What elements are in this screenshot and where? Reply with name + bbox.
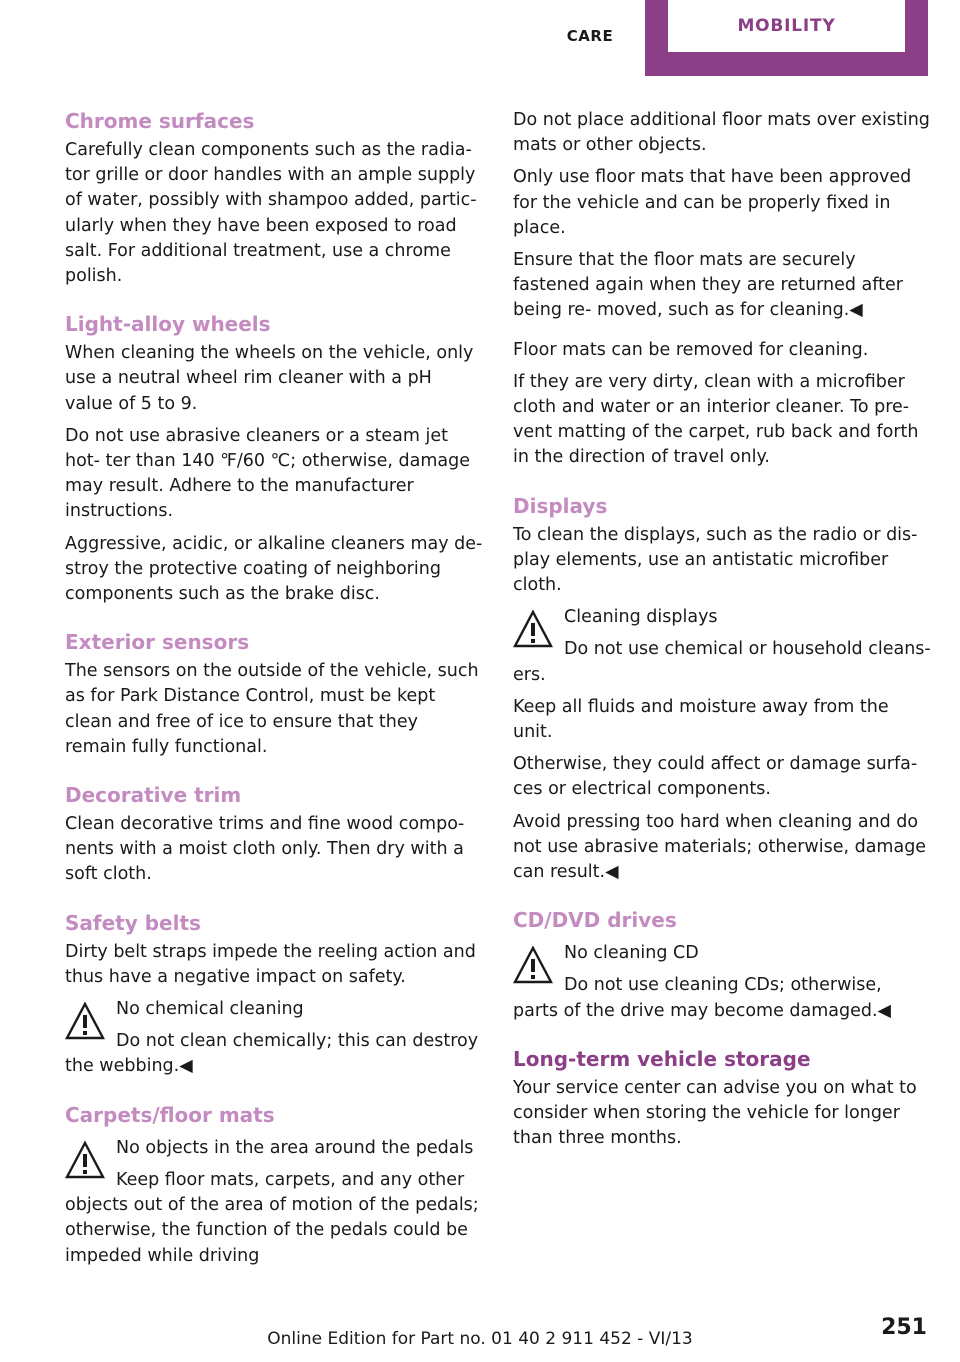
- displays-paragraph-2: Keep all fluids and moisture away from the unit.: [513, 696, 889, 743]
- chrome-paragraph: Carefully clean components such as the radia‐ tor grille or door handles with an ample supply of water, possibly with shampoo added, partic‐ ularly when they have been exposed to road salt. For additional treatment, use a chrome polish.: [65, 140, 477, 287]
- wheels-paragraph-3: Aggressive, acidic, or alkaline cleaners may de‐ stroy the protective coating of neighboring components such as the brake disc.: [65, 533, 483, 605]
- sensors-paragraph: The sensors on the outside of the vehicle, such as for Park Distance Control, must be kept clean and free of ice to ensure that they remain fully functional.: [65, 661, 479, 757]
- section-cd-dvd-drives: [513, 907, 931, 1024]
- warning-body: Do not clean chemically; this can destroy the webbing.◀: [65, 1031, 479, 1077]
- heading-exterior-sensors: Exterior sensors: [65, 630, 250, 655]
- warning-title: No cleaning CD: [564, 943, 699, 964]
- header-nav: [535, 0, 928, 76]
- section-safety-belts: [65, 910, 483, 1080]
- warning-pedals: [65, 1136, 483, 1269]
- section-light-alloy-wheels: [65, 311, 483, 607]
- trim-paragraph: Clean decorative trims and fine wood compo‐ nents with a moist cloth only. Then dry with a soft cloth.: [65, 814, 465, 885]
- left-column: [65, 108, 483, 1291]
- mats-paragraph-5: If they are very dirty, clean with a microfiber cloth and water or an interior cleaner. To pre‐ vent matting of the carpet, rub back and forth in the direction of travel only.: [513, 371, 919, 468]
- tab-mobility-label: MOBILITY: [668, 0, 905, 52]
- warning-title: Cleaning displays: [564, 607, 718, 628]
- wheels-paragraph-1: When cleaning the wheels on the vehicle, only use a neutral wheel rim cleaner with a pH value of 5 to 9.: [65, 343, 474, 414]
- belts-paragraph: Dirty belt straps impede the reeling action and thus have a negative impact on safety.: [65, 941, 476, 987]
- warning-triangle-icon: [65, 1001, 105, 1041]
- warning-triangle-icon: [513, 609, 553, 649]
- section-displays: [513, 493, 931, 886]
- section-long-term-storage: [513, 1046, 931, 1152]
- heading-displays: Displays: [513, 493, 608, 518]
- heading-cd-dvd-drives: CD/DVD drives: [513, 908, 677, 933]
- right-column: [513, 108, 931, 1174]
- section-chrome-surfaces: [65, 108, 483, 289]
- warning-body: Keep floor mats, carpets, and any other objects out of the area of motion of the pedals; otherwise, the function of the pedals could be impeded while driving: [65, 1169, 479, 1266]
- warning-triangle-icon: [65, 1140, 105, 1180]
- warning-cleaning-displays: [513, 605, 931, 688]
- warning-triangle-icon: [513, 945, 553, 985]
- heading-light-alloy-wheels: Light-alloy wheels: [65, 312, 271, 337]
- heading-long-term-storage: Long-term vehicle storage: [513, 1046, 811, 1071]
- warning-title: No objects in the area around the pedals: [116, 1137, 474, 1158]
- footer-edition: Online Edition for Part no. 01 40 2 911 452 - VI/13: [267, 1329, 693, 1349]
- warning-no-cleaning-cd: [513, 941, 931, 1024]
- mats-paragraph-3: Ensure that the floor mats are securely fastened again when they are returned after being re‐ moved, such as for cleaning.◀: [513, 250, 903, 321]
- warning-title: No chemical cleaning: [116, 999, 304, 1020]
- displays-paragraph-4: Avoid pressing too hard when cleaning and do not use abrasive materials; otherwise, damage can result.◀: [513, 811, 927, 883]
- page-number: 251: [881, 1315, 927, 1340]
- mats-paragraph-4: Floor mats can be removed for cleaning.: [513, 339, 869, 360]
- displays-paragraph-1: To clean the displays, such as the radio or dis‐ play elements, use an antistatic microfiber cloth.: [513, 524, 918, 596]
- heading-decorative-trim: Decorative trim: [65, 783, 242, 808]
- warning-no-chemical-cleaning: [65, 997, 483, 1080]
- wheels-paragraph-2: Do not use abrasive cleaners or a steam jet hot‐ ter than 140 ℉/60 ℃; otherwise, damage may result. Adhere to the manufacturer instructions.: [65, 425, 470, 522]
- heading-chrome-surfaces: Chrome surfaces: [65, 109, 255, 133]
- section-exterior-sensors: [65, 629, 483, 760]
- warning-body: Do not use chemical or household cleans‐ ers.: [513, 639, 931, 685]
- storage-paragraph: Your service center can advise you on what to consider when storing the vehicle for longer than three months.: [513, 1077, 917, 1149]
- heading-carpets-floor-mats: Carpets/floor mats: [65, 1102, 275, 1127]
- section-floor-mats-continued: [513, 108, 931, 471]
- displays-paragraph-3: Otherwise, they could affect or damage surfa‐ ces or electrical components.: [513, 754, 918, 800]
- warning-body: Do not use cleaning CDs; otherwise, parts of the drive may become damaged.◀: [513, 975, 892, 1021]
- mats-paragraph-1: Do not place additional floor mats over existing mats or other objects.: [513, 110, 930, 156]
- section-decorative-trim: [65, 782, 483, 888]
- heading-safety-belts: Safety belts: [65, 910, 201, 935]
- section-carpets-floor-mats: [65, 1102, 483, 1269]
- tab-mobility[interactable]: [645, 0, 928, 76]
- mats-paragraph-2: Only use floor mats that have been approved for the vehicle and can be properly fixed in place.: [513, 167, 912, 238]
- tab-care[interactable]: CARE: [566, 26, 614, 45]
